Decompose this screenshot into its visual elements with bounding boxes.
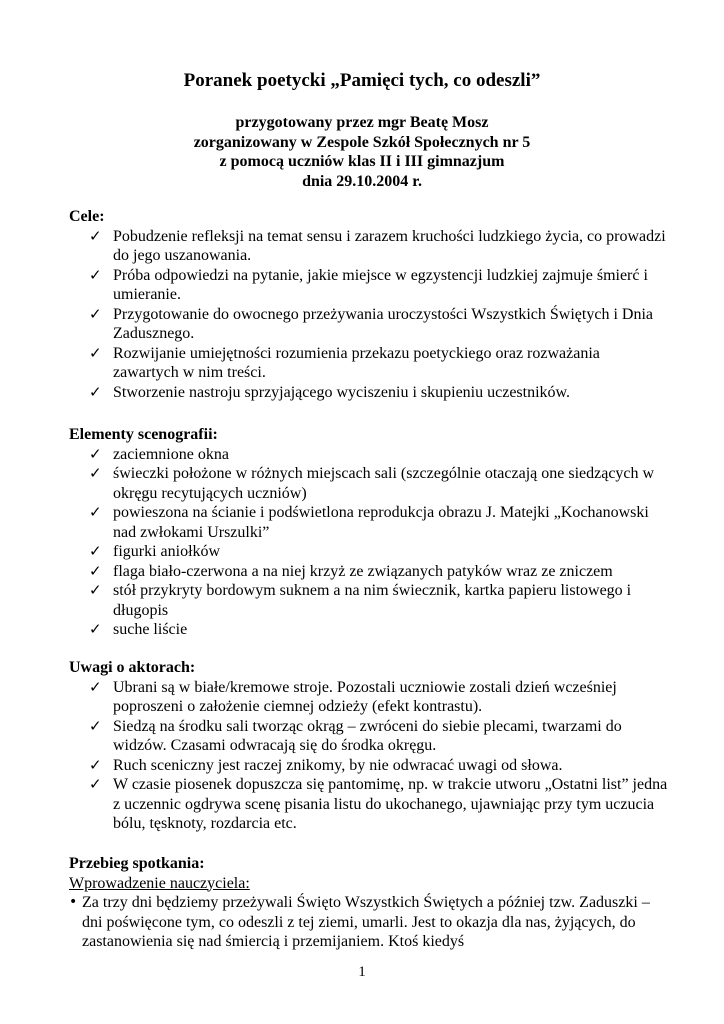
list-item-text: zaciemnione okna [113, 445, 229, 463]
actors-section [69, 658, 669, 834]
list-item [69, 717, 669, 756]
subtitle-line: przygotowany przez mgr Beatę Mosz [235, 114, 489, 131]
check-mark-icon: ✓ [89, 755, 102, 774]
list-item [69, 581, 669, 620]
list-item [69, 383, 669, 403]
bullet-icon: • [69, 894, 78, 910]
list-item-text: powieszona na ścianie i podświetlona reprodukcja obrazu J. Matejki „Kochanowski nad zwłokami Urszulki” [113, 504, 649, 541]
list-item [69, 775, 669, 834]
list-item [69, 227, 669, 266]
goals-heading: Cele: [69, 208, 105, 225]
list-item-text: flaga biało-czerwona a na niej krzyż ze związanych patyków wraz ze zniczem [113, 562, 613, 580]
course-list [69, 893, 669, 952]
check-mark-icon: ✓ [89, 542, 102, 560]
subtitle-line: z pomocą uczniów klas II i III gimnazjum [219, 153, 505, 170]
list-item [69, 266, 669, 305]
subtitle-line: zorganizowany w Zespole Szkół Społecznych nr 5 [193, 133, 531, 151]
course-heading: Przebieg spotkania: [69, 855, 205, 872]
goals-list [69, 227, 669, 403]
document-subtitle [0, 113, 724, 191]
list-item [69, 464, 669, 503]
subtitle-line: dnia 29.10.2004 r. [302, 172, 422, 190]
list-item-text: Ubrani są w białe/kremowe stroje. Pozostali uczniowie zostali dzień wcześniej poproszeni o założenie ciemnej odzieży (efekt kontrastu). [113, 678, 617, 715]
check-mark-icon: ✓ [89, 716, 102, 735]
actors-heading: Uwagi o aktorach: [69, 659, 196, 676]
list-item-text: Ruch sceniczny jest raczej znikomy, by nie odwracać uwagi od słowa. [113, 756, 563, 774]
list-item-text: Stworzenie nastroju sprzyjającego wyciszeniu i skupieniu uczestników. [113, 383, 571, 401]
course-subheading: Wprowadzenie nauczyciela: [69, 874, 250, 892]
check-mark-icon: ✓ [89, 561, 102, 580]
list-item-text: stół przykryty bordowym suknem a na nim świecznik, kartka papieru listowego i długopis [113, 582, 632, 619]
list-item [69, 445, 669, 465]
check-mark-icon: ✓ [89, 226, 102, 245]
list-item-text: Przygotowanie do owocnego przeżywania uroczystości Wszystkich Świętych i Dnia Zadusznego. [113, 305, 653, 342]
list-item-text: Próba odpowiedzi na pytanie, jakie miejsce w egzystencji ludzkiej zajmuje śmierć i umieranie. [113, 266, 648, 303]
check-mark-icon: ✓ [89, 677, 102, 696]
list-item-text: figurki aniołków [113, 543, 221, 560]
list-item [69, 678, 669, 717]
list-item [69, 620, 669, 640]
goals-section [69, 207, 669, 402]
list-item [69, 542, 669, 562]
page-number: 1 [358, 964, 366, 980]
list-item-text: Siedzą na środku sali tworząc okrąg – zwróceni do siebie plecami, twarzami do widzów. Czasami odwracają się do środka okręgu. [113, 717, 622, 754]
list-item [69, 893, 669, 952]
scenography-heading: Elementy scenografii: [69, 426, 218, 443]
list-item [69, 344, 669, 383]
document-title: Poranek poetycki „Pamięci tych, co odeszli” [183, 70, 541, 91]
check-mark-icon: ✓ [89, 464, 102, 482]
scenography-list [69, 445, 669, 640]
check-mark-icon: ✓ [89, 343, 102, 362]
check-mark-icon: ✓ [89, 444, 102, 463]
actors-list [69, 678, 669, 834]
course-section [69, 854, 669, 952]
list-item-text: Rozwijanie umiejętności rozumienia przekazu poetyckiego oraz rozważania zawartych w nim treści. [113, 344, 600, 381]
scenography-section [69, 425, 669, 640]
check-mark-icon: ✓ [89, 265, 102, 284]
list-item-text: świeczki położone w różnych miejscach sali (szczególnie otaczają one siedzących w okręgu recytujących uczniów) [113, 465, 655, 502]
list-item [69, 756, 669, 776]
check-mark-icon: ✓ [89, 775, 102, 793]
list-item-text: Za trzy dni będziemy przeżywali Święto Wszystkich Świętych a później tzw. Zaduszki – dni poświęcone tym, co odeszli z tej ziemi, umarli. Jest to okazja dla nas, żyjących, do zastanowienia się nad śmiercią i przemijaniem. Ktoś kiedyś [82, 894, 650, 950]
list-item-text: W czasie piosenek dopuszcza się pantomimę, np. w trakcie utworu „Ostatni list” jedna z uczennic ogdrywa scenę pisania listu do ukochanego, ujawniając przy tym uczucia bólu, tęsknoty, rozdarcia etc. [113, 776, 668, 832]
list-item [69, 305, 669, 344]
list-item-text: suche liście [113, 621, 188, 638]
check-mark-icon: ✓ [89, 382, 102, 401]
check-mark-icon: ✓ [89, 503, 102, 521]
check-mark-icon: ✓ [89, 304, 102, 323]
list-item [69, 503, 669, 542]
list-item-text: Pobudzenie refleksji na temat sensu i zarazem kruchości ludzkiego życia, co prowadzi do jego uszanowania. [113, 227, 666, 264]
check-mark-icon: ✓ [89, 620, 102, 638]
check-mark-icon: ✓ [89, 581, 102, 599]
list-item [69, 562, 669, 582]
